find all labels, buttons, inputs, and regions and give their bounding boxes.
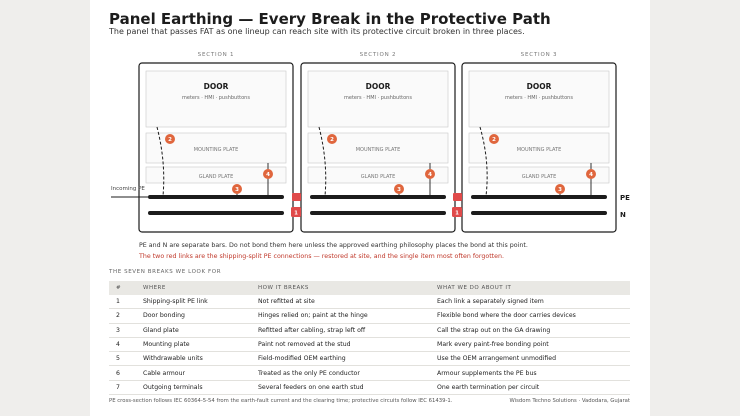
break-badge-4 [425,169,435,179]
breaks-table-heading: THE SEVEN BREAKS WE LOOK FOR [109,269,222,275]
table-cell: Armour supplements the PE bus [430,366,630,380]
n-bus-label: N [620,211,626,219]
table-cell: Each link a separately signed item [430,295,630,309]
table-cell: Flexible bond where the door carries devices [430,309,630,323]
red-link-note: The two red links are the shipping-split PE connections — restored at site, and the single item most often forgotten. [139,253,505,260]
table-cell: 6 [109,366,136,380]
column-header: WHAT WE DO ABOUT IT [430,281,630,295]
table-cell: Door bonding [136,309,251,323]
svg-text:3: 3 [558,187,562,193]
table-row [109,323,630,337]
standards-footnote: PE cross-section follows IEC 60364-5-54 from the earth-fault current and the clearing time; protective circuits follow IEC 61439-1. [109,398,453,404]
pe-bar [310,195,446,199]
table-row [109,295,630,309]
table-cell: Call the strap out on the GA drawing [430,323,630,337]
door-devices-label: meters · HMI · pushbuttons [182,95,250,101]
svg-text:3: 3 [397,187,401,193]
table-cell: Several feeders on one earth stud [251,380,430,394]
column-header: WHERE [136,281,251,295]
section-1 [139,52,293,232]
table-cell: Use the OEM arrangement unmodified [430,352,630,366]
n-bar [310,211,446,215]
table-cell: 4 [109,337,136,351]
table-cell: Field-modified OEM earthing [251,352,430,366]
mounting-plate-label: MOUNTING PLATE [193,147,239,153]
n-bar [471,211,607,215]
door-label: DOOR [526,82,552,91]
gland-plate-label: GLAND PLATE [360,174,396,180]
table-row [109,337,630,351]
svg-text:2: 2 [492,137,496,143]
table-cell: Mark every paint-free bonding point [430,337,630,351]
table-header-row [109,281,630,295]
break-badge-1 [452,207,462,217]
table-row [109,309,630,323]
pe-n-note: PE and N are separate bars. Do not bond them here unless the approved earthing philosophy places the bond at this point. [139,242,528,249]
mounting-plate-label: MOUNTING PLATE [516,147,562,153]
svg-text:4: 4 [428,172,432,178]
incoming-pe-label: Incoming PE [111,186,145,192]
table-cell: Gland plate [136,323,251,337]
door-label: DOOR [365,82,391,91]
section-3 [462,52,616,232]
door-devices-label: meters · HMI · pushbuttons [344,95,412,101]
table-row [109,380,630,394]
pe-bar [148,195,284,199]
gland-plate-label: GLAND PLATE [198,174,234,180]
table-cell: Paint not removed at the stud [251,337,430,351]
svg-text:1: 1 [294,210,298,217]
table-row [109,352,630,366]
section-2 [301,52,455,232]
door-devices-label: meters · HMI · pushbuttons [505,95,573,101]
table-cell: 3 [109,323,136,337]
break-badge-4 [263,169,273,179]
page-title: Panel Earthing — Every Break in the Protective Path [109,10,551,28]
table-cell: 2 [109,309,136,323]
svg-text:2: 2 [168,137,172,143]
table-cell: 1 [109,295,136,309]
table-row [109,366,630,380]
table-cell: Hinges relied on; paint at the hinge [251,309,430,323]
company-credit: Wisdom Techno Solutions · Vadodara, Gujarat [509,398,630,404]
page-subtitle: The panel that passes FAT as one lineup can reach site with its protective circuit broken in three places. [109,27,525,36]
table-cell: Outgoing terminals [136,380,251,394]
table-cell: Shipping-split PE link [136,295,251,309]
shipping-split-link [453,193,462,201]
mounting-plate-label: MOUNTING PLATE [355,147,401,153]
table-cell: Not refitted at site [251,295,430,309]
breaks-table [109,281,630,395]
section-label: SECTION 2 [359,52,397,58]
shipping-split-link [292,193,301,201]
svg-text:4: 4 [266,172,270,178]
svg-text:2: 2 [330,137,334,143]
break-badge-3 [555,184,565,194]
break-badge-1 [291,207,301,217]
break-badge-2 [327,134,337,144]
table-cell: One earth termination per circuit [430,380,630,394]
pe-bar [471,195,607,199]
break-badge-2 [165,134,175,144]
n-bar [148,211,284,215]
section-label: SECTION 1 [197,52,235,58]
table-cell: Withdrawable units [136,352,251,366]
break-badge-4 [586,169,596,179]
svg-text:3: 3 [235,187,239,193]
break-badge-3 [232,184,242,194]
gland-plate-label: GLAND PLATE [521,174,557,180]
column-header: # [109,281,136,295]
table-cell: Treated as the only PE conductor [251,366,430,380]
pe-bus-label: PE [620,194,630,202]
break-badge-2 [489,134,499,144]
section-label: SECTION 3 [520,52,558,58]
table-cell: Refitted after cabling, strap left off [251,323,430,337]
svg-text:4: 4 [589,172,593,178]
door-label: DOOR [203,82,229,91]
column-header: HOW IT BREAKS [251,281,430,295]
table-cell: Cable armour [136,366,251,380]
table-cell: Mounting plate [136,337,251,351]
table-cell: 5 [109,352,136,366]
table-cell: 7 [109,380,136,394]
break-badge-3 [394,184,404,194]
svg-text:1: 1 [455,210,459,217]
